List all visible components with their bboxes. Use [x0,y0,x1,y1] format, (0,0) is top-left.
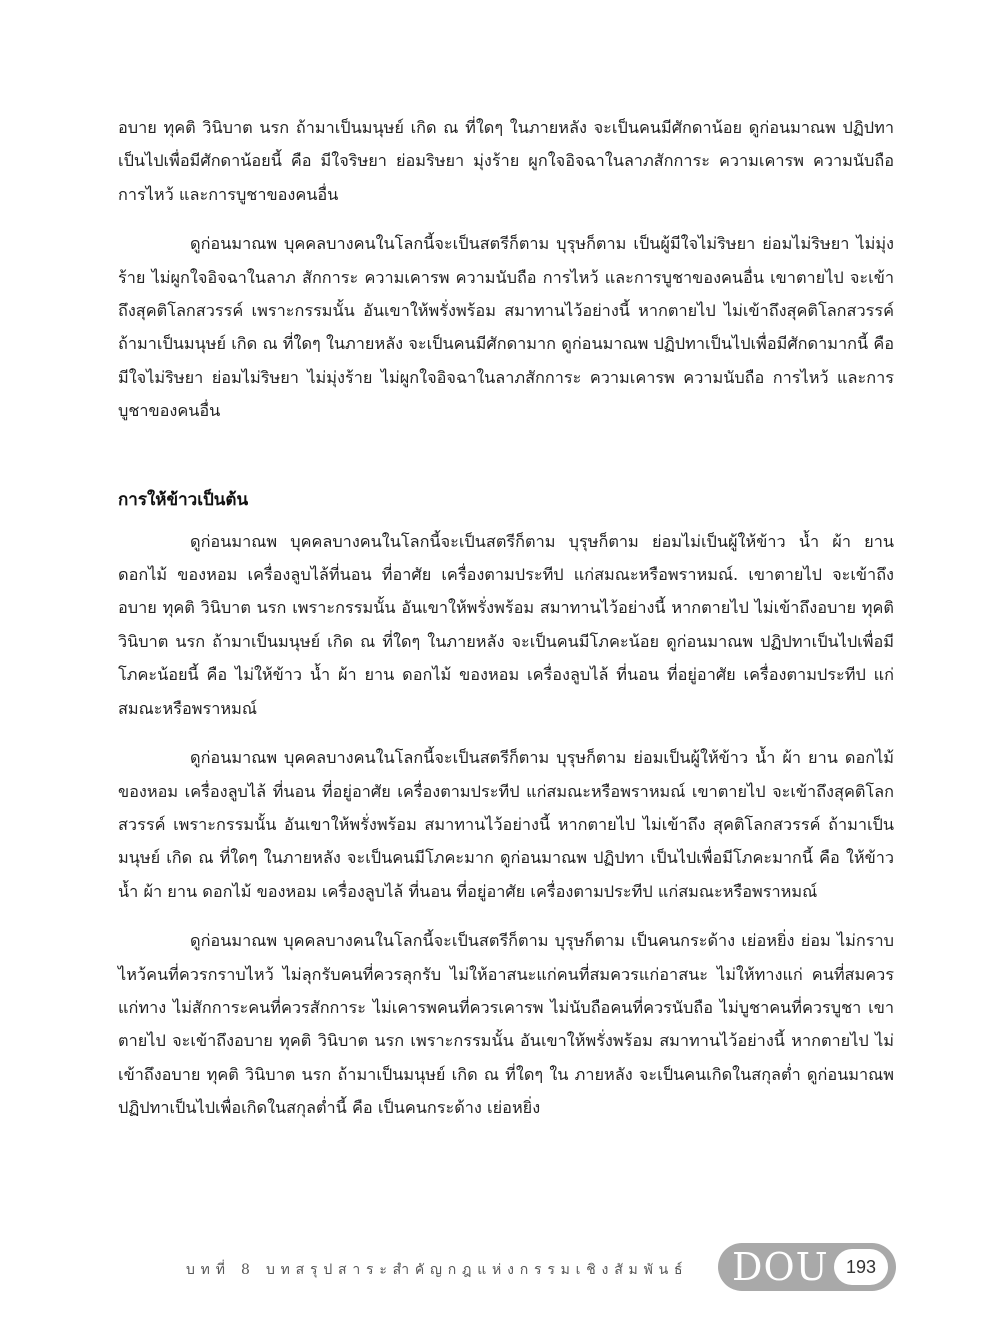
section-heading-giving-food: การให้ข้าวเป็นต้น [118,489,249,510]
footer-chapter-title: บทที่ 8 บทสรุปสาระสำคัญกฎแห่งกรรมเชิงสัมพันธ์ [186,1262,689,1278]
page-footer [0,1243,1000,1293]
paragraph-non-envy: ดูก่อนมาณพ บุคคลบางคนในโลกนี้จะเป็นสตรีก็ตาม บุรุษก็ตาม เป็นผู้มีใจไม่ริษยา ย่อมไม่ริษยา ไม่มุ่งร้าย ไม่ผูกใจอิจฉาในลาภ สักการะ ความเคารพ ความนับถือ การไหว้ และการบูชาของคนอื่น เขาตายไป จะเข้าถึงสุคติโลกสวรรค์ เพราะกรรมนั้น อันเขาให้พรั่งพร้อม สมาทานไว้อย่างนี้ หากตายไป ไม่เข้าถึงสุคติโลกสวรรค์ ถ้ามาเป็นมนุษย์ เกิด ณ ที่ใดๆ ในภายหลัง จะเป็นคนมีศักดามาก ดูก่อนมาณพ ปฏิปทาเป็นไปเพื่อมีศักดามากนี้ คือ มีใจไม่ริษยา ย่อมไม่ริษยา ไม่มุ่งร้าย ไม่ผูกใจอิจฉาในลาภสักการะ ความเคารพ ความนับถือ การไหว้ และการบูชาของคนอื่น [118,234,894,421]
dou-logo: DOU [732,1245,829,1289]
paragraph-arrogance: ดูก่อนมาณพ บุคคลบางคนในโลกนี้จะเป็นสตรีก็ตาม บุรุษก็ตาม เป็นคนกระด้าง เย่อหยิ่ง ย่อม ไม่กราบไหว้คนที่ควรกราบไหว้ ไม่ลุกรับคนที่ควรลุกรับ ไม่ให้อาสนะแก่คนที่สมควรแก่อาสนะ ไม่ให้ทางแก่ คนที่สมควรแก่ทาง ไม่สักการะคนที่ควรสักการะ ไม่เคารพคนที่ควรเคารพ ไม่นับถือคนที่ควรนับถือ ไม่บูชาคนที่ควรบูชา เขาตายไป จะเข้าถึงอบาย ทุคติ วินิบาต นรก เพราะกรรมนั้น อันเขาให้พรั่งพร้อม สมาทานไว้อย่างนี้ หากตายไป ไม่เข้าถึงอบาย ทุคติ วินิบาต นรก ถ้ามาเป็นมนุษย์ เกิด ณ ที่ใดๆ ใน ภายหลัง จะเป็นคนเกิดในสกุลต่ำ ดูก่อนมาณพ ปฏิปทาเป็นไปเพื่อเกิดในสกุลต่ำนี้ คือ เป็นคนกระด้าง เย่อหยิ่ง [118,931,894,1118]
paragraph-giving: ดูก่อนมาณพ บุคคลบางคนในโลกนี้จะเป็นสตรีก็ตาม บุรุษก็ตาม ย่อมเป็นผู้ให้ข้าว น้ำ ผ้า ยาน ดอกไม้ ของหอม เครื่องลูบไล้ ที่นอน ที่อยู่อาศัย เครื่องตามประทีป แก่สมณะหรือพราหมณ์ เขาตายไป จะเข้าถึงสุคติโลกสวรรค์ เพราะกรรมนั้น อันเขาให้พรั่งพร้อม สมาทานไว้อย่างนี้ หากตายไป ไม่เข้าถึง สุคติโลกสวรรค์ ถ้ามาเป็นมนุษย์ เกิด ณ ที่ใดๆ ในภายหลัง จะเป็นคนมีโภคะมาก ดูก่อนมาณพ ปฏิปทา เป็นไปเพื่อมีโภคะมากนี้ คือ ให้ข้าว น้ำ ผ้า ยาน ดอกไม้ ของหอม เครื่องลูบไล้ ที่นอน ที่อยู่อาศัย เครื่องตามประทีป แก่สมณะหรือพราหมณ์ [118,748,894,901]
page-body [118,111,894,1141]
page-number: 193 [834,1249,888,1285]
paragraph-not-giving: ดูก่อนมาณพ บุคคลบางคนในโลกนี้จะเป็นสตรีก็ตาม บุรุษก็ตาม ย่อมไม่เป็นผู้ให้ข้าว น้ำ ผ้า ยาน ดอกไม้ ของหอม เครื่องลูบไล้ที่นอน ที่อาศัย เครื่องตามประทีป แก่สมณะหรือพราหมณ์. เขาตายไป จะเข้าถึงอบาย ทุคติ วินิบาต นรก เพราะกรรมนั้น อันเขาให้พรั่งพร้อม สมาทานไว้อย่างนี้ หากตายไป ไม่เข้าถึงอบาย ทุคติ วินิบาต นรก ถ้ามาเป็นมนุษย์ เกิด ณ ที่ใดๆ ในภายหลัง จะเป็นคนมีโภคะน้อย ดูก่อนมาณพ ปฏิปทาเป็นไปเพื่อมีโภคะน้อยนี้ คือ ไม่ให้ข้าว น้ำ ผ้า ยาน ดอกไม้ ของหอม เครื่องลูบไล้ ที่นอน ที่อยู่อาศัย เครื่องตามประทีป แก่สมณะหรือพราหมณ์ [118,531,894,718]
paragraph-intro-continuation: อบาย ทุคติ วินิบาต นรก ถ้ามาเป็นมนุษย์ เกิด ณ ที่ใดๆ ในภายหลัง จะเป็นคนมีศักดาน้อย ดูก่อนมาณพ ปฏิปทาเป็นไปเพื่อมีศักดาน้อยนี้ คือ มีใจริษยา ย่อมริษยา มุ่งร้าย ผูกใจอิจฉาในลาภสักการะ ความเคารพ ความนับถือ การไหว้ และการบูชาของคนอื่น [118,118,894,204]
footer-badge [718,1243,896,1291]
